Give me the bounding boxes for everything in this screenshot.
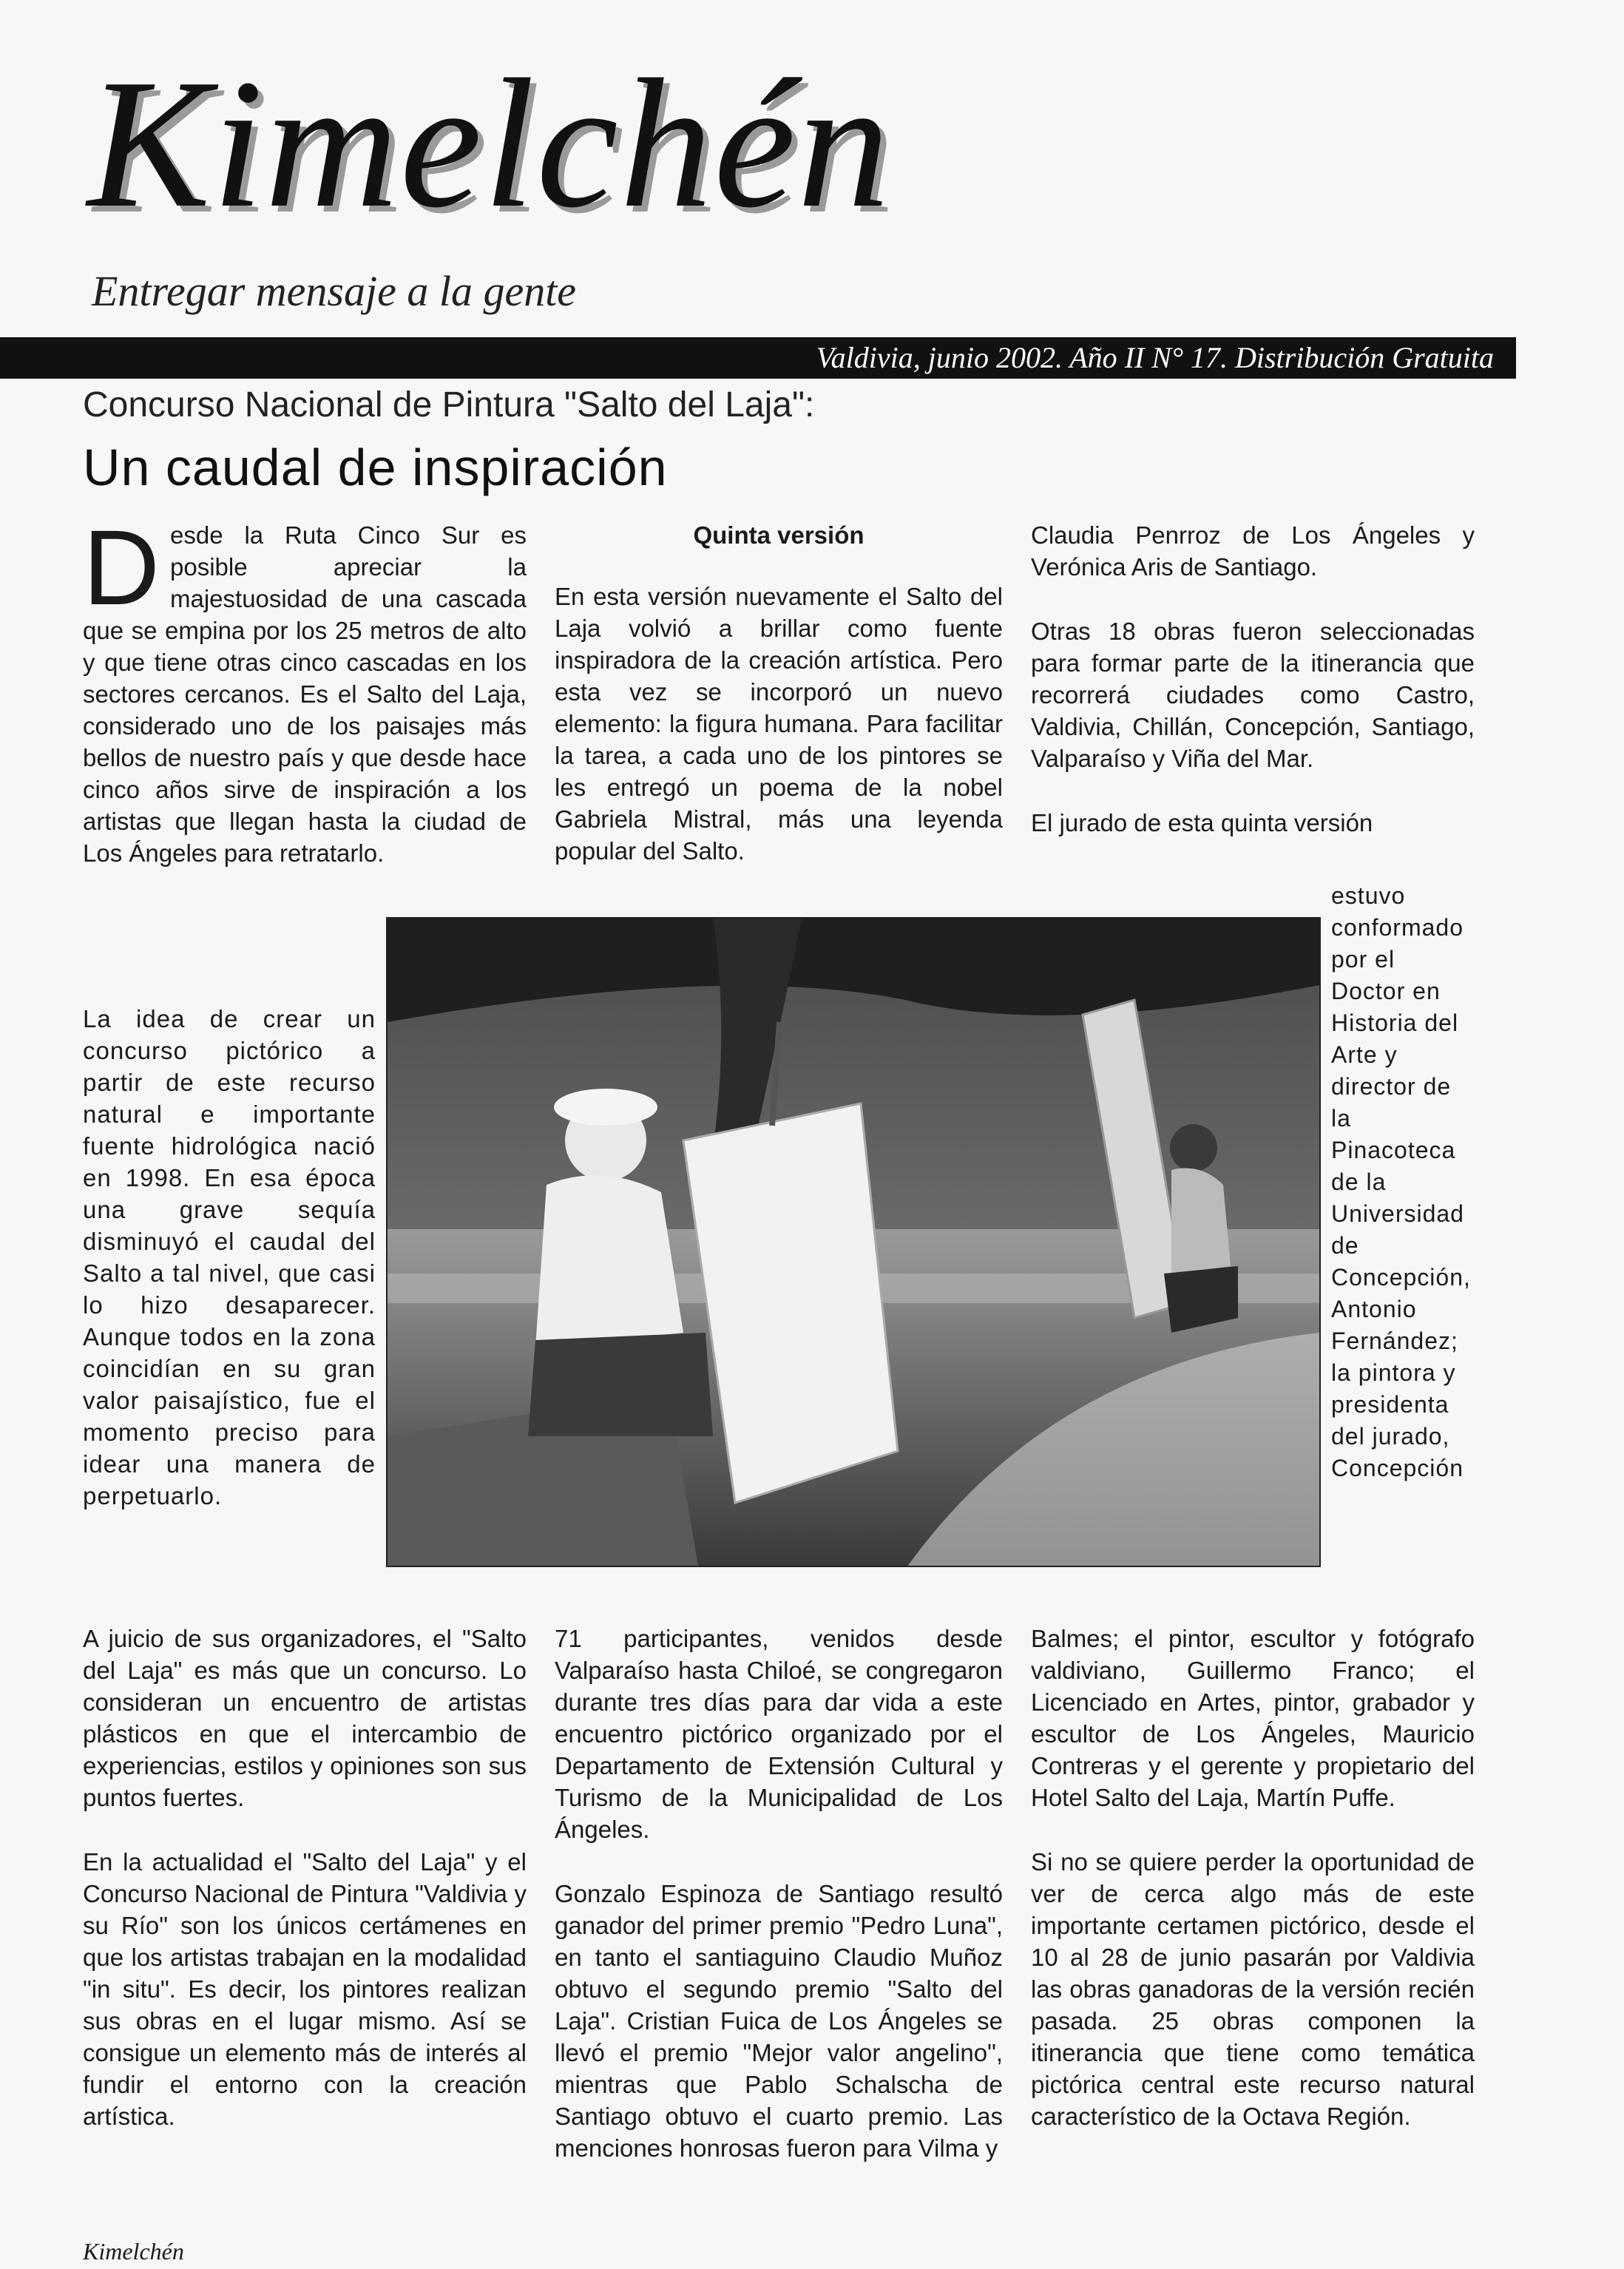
footer-publication-name: Kimelchén	[83, 2238, 184, 2265]
column-1-bottom	[83, 1623, 527, 2165]
paragraph-in-situ: En la actualidad el "Salto del Laja" y el Concurso Nacional de Pintura "Valdivia y su Río" son los únicos certámenes en que los artistas trabajan en la modalidad "in situ". Es decir, los pintores realizan sus obras en el lugar mismo. Así se consigue un elemento más de interés al fundir el entorno con la creación artística.	[83, 1848, 527, 2130]
paragraph-itinerancy: Otras 18 obras fueron seleccionadas para formar parte de la itinerancia que recorrerá ciudades como Castro, Valdivia, Chillán, Concepción, Santiago, Valparaíso y Viña del Mar.	[1031, 618, 1475, 772]
article-photo-painters	[386, 917, 1321, 1567]
column-1-narrow	[83, 1003, 376, 1544]
paragraph-organizers: A juicio de sus organizadores, el "Salto del Laja" es más que un concurso. Lo consideran un encuentro de artistas plásticos en que el intercambio de experiencias, estilos y opiniones son sus puntos fuertes.	[83, 1625, 527, 1811]
paragraph-quinta: En esta versión nuevamente el Salto del Laja volvió a brillar como fuente inspiradora de la creación artística. Pero esta vez se incorporó un nuevo elemento: la figura humana. Para facilitar la tarea, a cada uno de los pintores se les entregó un poema de la nobel Gabriela Mistral, más una leyenda popular del Salto.	[555, 583, 1003, 865]
column-3-bottom	[1031, 1623, 1475, 2165]
issue-band	[0, 337, 1516, 379]
column-3-top	[1031, 519, 1475, 871]
paragraph-participants: 71 participantes, venidos desde Valparaíso hasta Chiloé, se congregaron durante tres días para dar vida a este encuentro pictórico organizado por el Departamento de Extensión Cultural y Turismo de la Municipalidad de Los Ángeles.	[555, 1625, 1003, 1843]
paragraph-mentions: Claudia Penrroz de Los Ángeles y Verónica Aris de Santiago.	[1031, 521, 1475, 581]
column-2-top	[555, 519, 1003, 899]
paragraph-winners: Gonzalo Espinoza de Santiago resultó ganador del primer premio "Pedro Luna", en tanto el santiaguino Claudio Muñoz obtuvo el segundo premio "Salto del Laja". Cristian Fuica de Los Ángeles se llevó el premio "Mejor valor angelino", mientras que Pablo Schalscha de Santiago obtuvo el cuarto premio. Las menciones honrosas fueron para Vilma y	[555, 1880, 1003, 2162]
issue-line: Valdivia, junio 2002. Año II N° 17. Distribución Gratuita	[816, 341, 1494, 374]
paragraph-jury-members: Balmes; el pintor, escultor y fotógrafo valdiviano, Guillermo Franco; el Licenciado en Artes, pintor, grabador y escultor de Los Ángeles, Mauricio Contreras y el gerente y propietario del Hotel Salto del Laja, Martín Puffe.	[1031, 1625, 1475, 1811]
masthead-tagline: Entregar mensaje a la gente	[92, 267, 577, 315]
column-3-narrow	[1331, 880, 1475, 1517]
subhead-quinta-version: Quinta versión	[693, 521, 865, 549]
column-2-bottom	[555, 1623, 1003, 2197]
masthead-title: Kimelchén	[87, 41, 892, 246]
paragraph-jury-side: estuvo conformado por el Doctor en Historia del Arte y director de la Pinacoteca de la Universidad de Concepción, Antonio Fernández; la pintora y presidenta del jurado, Concepción	[1331, 882, 1471, 1481]
paragraph-intro: Desde la Ruta Cinco Sur es posible apreciar la majestuosidad de una cascada que se empina por los 25 metros de alto y que tiene otras cinco cascadas en los sectores cercanos. Es el Salto del Laja, considerado uno de los paisajes más bellos de nuestro país y que desde hace cinco años sirve de inspiración a los artistas que llegan hasta la ciudad de Los Ángeles para retratarlo.	[83, 508, 527, 867]
drop-cap: D	[83, 508, 160, 627]
paragraph-origin: La idea de crear un concurso pictórico a partir de este recurso natural e importante fuente hidrológica nació en 1998. En esa época una grave sequía disminuyó el caudal del Salto a tal nivel, que casi lo hizo desaparecer. Aunque todos en la zona coincidían en su gran valor paisajístico, fue el momento preciso para idear una manera de perpetuarlo.	[83, 1005, 376, 1509]
paragraph-jury-intro: El jurado de esta quinta versión	[1031, 809, 1373, 836]
paragraph-exhibition: Si no se quiere perder la oportunidad de ver de cerca algo más de este importante certamen pictórico, desde el 10 al 28 de junio pasarán por Valdivia las obras ganadoras de la versión recién pasada. 25 obras componen la itinerancia que tiene como temática pictórica central este recurso natural característico de la Octava Región.	[1031, 1848, 1475, 2130]
column-1-top	[83, 508, 527, 902]
article-kicker: Concurso Nacional de Pintura "Salto del Laja":	[83, 385, 815, 425]
article-headline: Un caudal de inspiración	[83, 439, 668, 496]
